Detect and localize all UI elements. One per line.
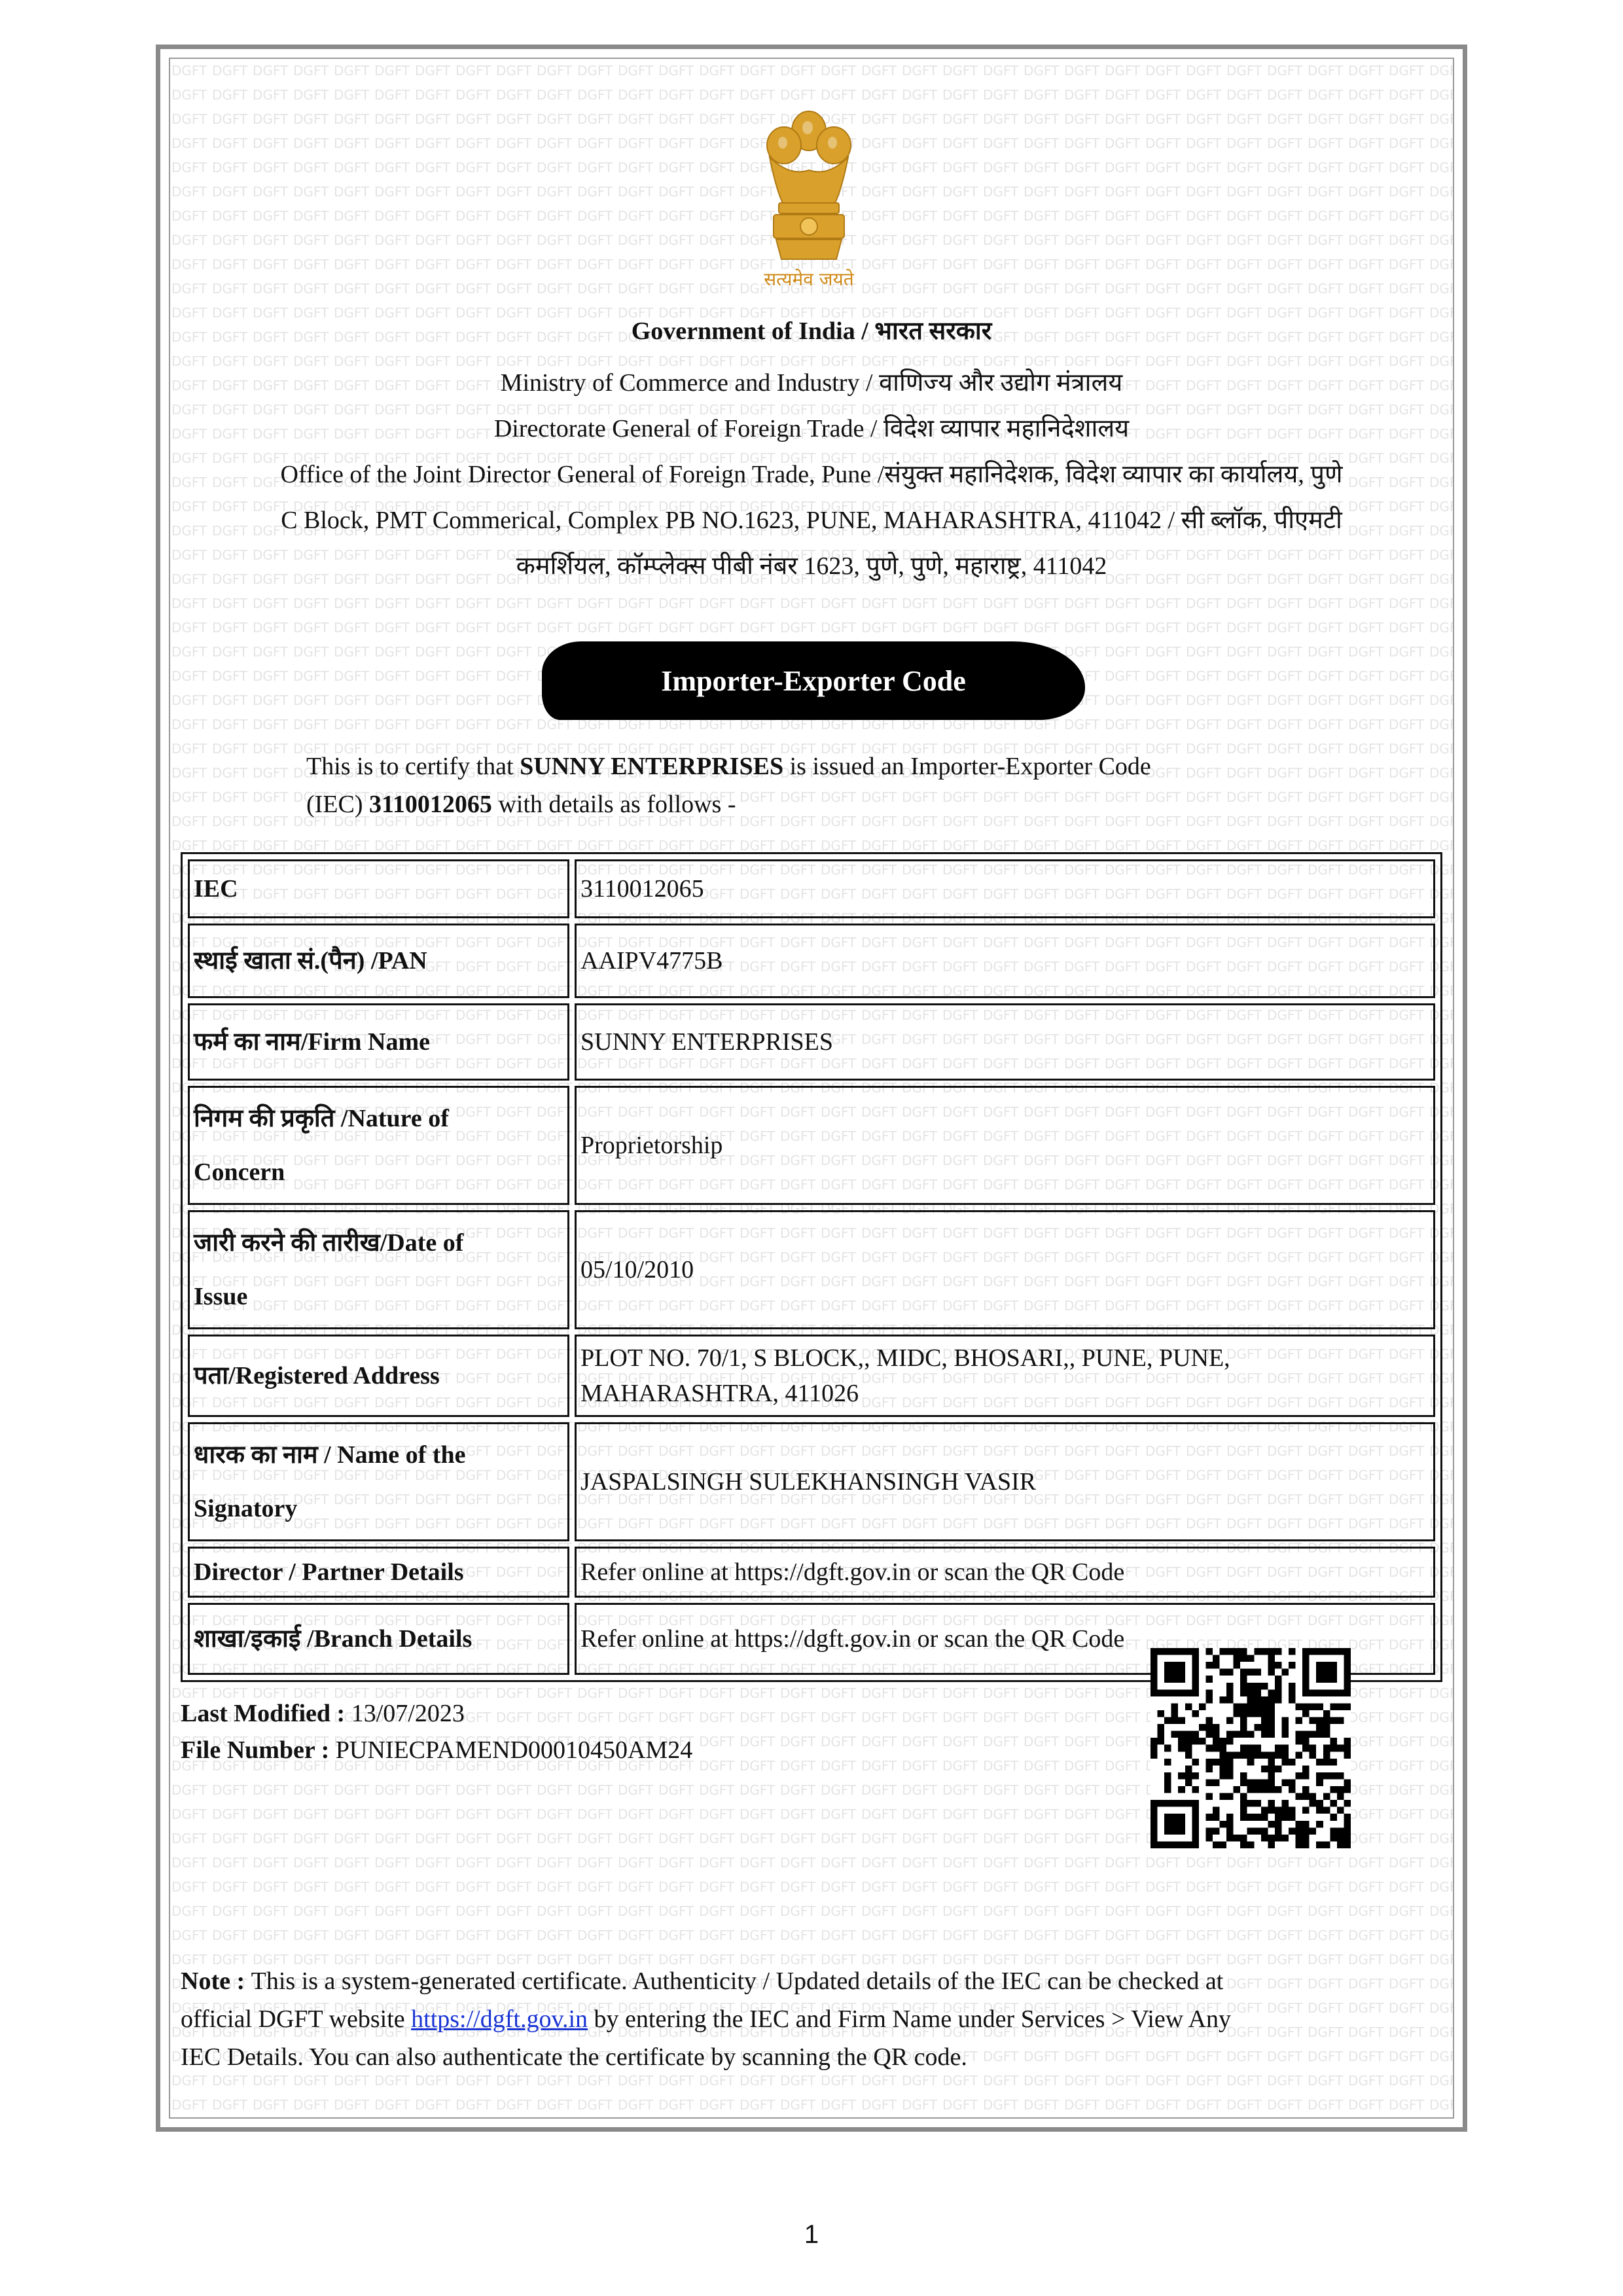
note xyxy=(181,1962,1418,2076)
header-office: Office of the Joint Director General of Foreign Trade, Pune /संयुक्त महानिदेशक, विदेश व्यापार का कार्यालय, पुणे xyxy=(280,461,1343,488)
cert-firm-name: SUNNY ENTERPRISES xyxy=(520,753,784,780)
iec-label: IEC xyxy=(188,859,569,918)
director-details-label: Director / Partner Details xyxy=(188,1547,569,1598)
note-text-2: official DGFT website xyxy=(181,2005,412,2033)
cert-iec: 3110012065 xyxy=(369,791,492,818)
dgft-website-link[interactable]: https://dgft.gov.in xyxy=(411,2005,588,2033)
firm-name-value: SUNNY ENTERPRISES xyxy=(575,1003,1435,1081)
certificate-title-banner xyxy=(542,641,1085,720)
note-label: Note : xyxy=(181,1967,251,1995)
branch-details-value: Refer online at https://dgft.gov.in or scan the QR Code xyxy=(575,1603,1435,1675)
date-of-issue-value: 05/10/2010 xyxy=(575,1210,1435,1329)
signatory-label-line-1: धारक का नाम / Name of the xyxy=(194,1441,466,1469)
cert-text-3: (IEC) xyxy=(306,791,370,818)
table-row xyxy=(188,1335,1435,1417)
header-address-2: कमर्शियल, कॉम्प्लेक्स पीबी नंबर 1623, पुणे, पुणे, महाराष्ट्र, 411042 xyxy=(516,552,1107,580)
note-text-3: by entering the IEC and Firm Name under Services > View Any xyxy=(588,2005,1232,2033)
last-modified-value: 13/07/2023 xyxy=(351,1700,465,1727)
svg-text:सत्यमेव जयते: सत्यमेव जयते xyxy=(764,268,854,290)
national-emblem-icon xyxy=(750,105,868,301)
nature-of-concern-value: Proprietorship xyxy=(575,1086,1435,1205)
header-directorate: Directorate General of Foreign Trade / विदेश व्यापार महानिदेशालय xyxy=(493,415,1130,442)
cert-text-2: is issued an Importer-Exporter Code xyxy=(783,753,1151,780)
header-government: Government of India / भारत सरकार xyxy=(631,317,992,345)
date-of-issue-label xyxy=(188,1210,569,1329)
last-modified-label: Last Modified : xyxy=(181,1700,351,1727)
cert-text-1: This is to certify that xyxy=(306,753,520,780)
branch-details-label: शाखा/इकाई /Branch Details xyxy=(188,1603,569,1675)
director-details-value: Refer online at https://dgft.gov.in or scan the QR Code xyxy=(575,1547,1435,1598)
table-row xyxy=(188,1003,1435,1081)
iec-value: 3110012065 xyxy=(575,859,1435,918)
file-number xyxy=(181,1732,692,1768)
certificate-title: Importer-Exporter Code xyxy=(661,664,966,697)
table-row xyxy=(188,1547,1435,1598)
header-ministry: Ministry of Commerce and Industry / वाणिज्य और उद्योग मंत्रालय xyxy=(500,369,1123,397)
table-row xyxy=(188,924,1435,998)
signatory-label xyxy=(188,1422,569,1541)
date-label-line-2: Issue xyxy=(194,1283,248,1310)
signatory-label-line-2: Signatory xyxy=(194,1495,298,1522)
pan-label: स्थाई खाता सं.(पैन) /PAN xyxy=(188,924,569,998)
firm-name-label: फर्म का नाम/Firm Name xyxy=(188,1003,569,1081)
file-number-value: PUNIECPAMEND00010450AM24 xyxy=(335,1736,693,1764)
certification-statement xyxy=(306,747,1327,823)
nature-of-concern-label xyxy=(188,1086,569,1205)
last-modified xyxy=(181,1695,465,1732)
nature-label-line-1: निगम की प्रकृति /Nature of xyxy=(194,1105,449,1132)
table-row xyxy=(188,1210,1435,1329)
iec-details-table xyxy=(181,852,1442,1682)
signatory-value: JASPALSINGH SULEKHANSINGH VASIR xyxy=(575,1422,1435,1541)
cert-text-4: with details as follows - xyxy=(491,791,736,818)
qr-code-icon[interactable] xyxy=(1150,1648,1351,1848)
note-text-4: IEC Details. You can also authenticate the certificate by scanning the QR code. xyxy=(181,2043,967,2071)
address-line-1: PLOT NO. 70/1, S BLOCK,, MIDC, BHOSARI,, PUNE, PUNE, xyxy=(580,1344,1230,1372)
table-row xyxy=(188,1422,1435,1541)
registered-address-value xyxy=(575,1335,1435,1417)
nature-label-line-2: Concern xyxy=(194,1158,285,1186)
file-number-label: File Number : xyxy=(181,1736,336,1764)
table-row xyxy=(188,1086,1435,1205)
registered-address-label: पता/Registered Address xyxy=(188,1335,569,1417)
address-line-2: MAHARASHTRA, 411026 xyxy=(580,1380,859,1407)
date-label-line-1: जारी करने की तारीख/Date of xyxy=(194,1229,464,1257)
table-row xyxy=(188,859,1435,918)
page-number: 1 xyxy=(804,2220,819,2249)
header-address-1: C Block, PMT Commerical, Complex PB NO.1623, PUNE, MAHARASHTRA, 411042 / सी ब्लॉक, पीएमटी xyxy=(281,507,1342,534)
pan-value: AAIPV4775B xyxy=(575,924,1435,998)
note-text-1: This is a system-generated certificate. Authenticity / Updated details of the IEC can be checked at xyxy=(251,1967,1224,1995)
